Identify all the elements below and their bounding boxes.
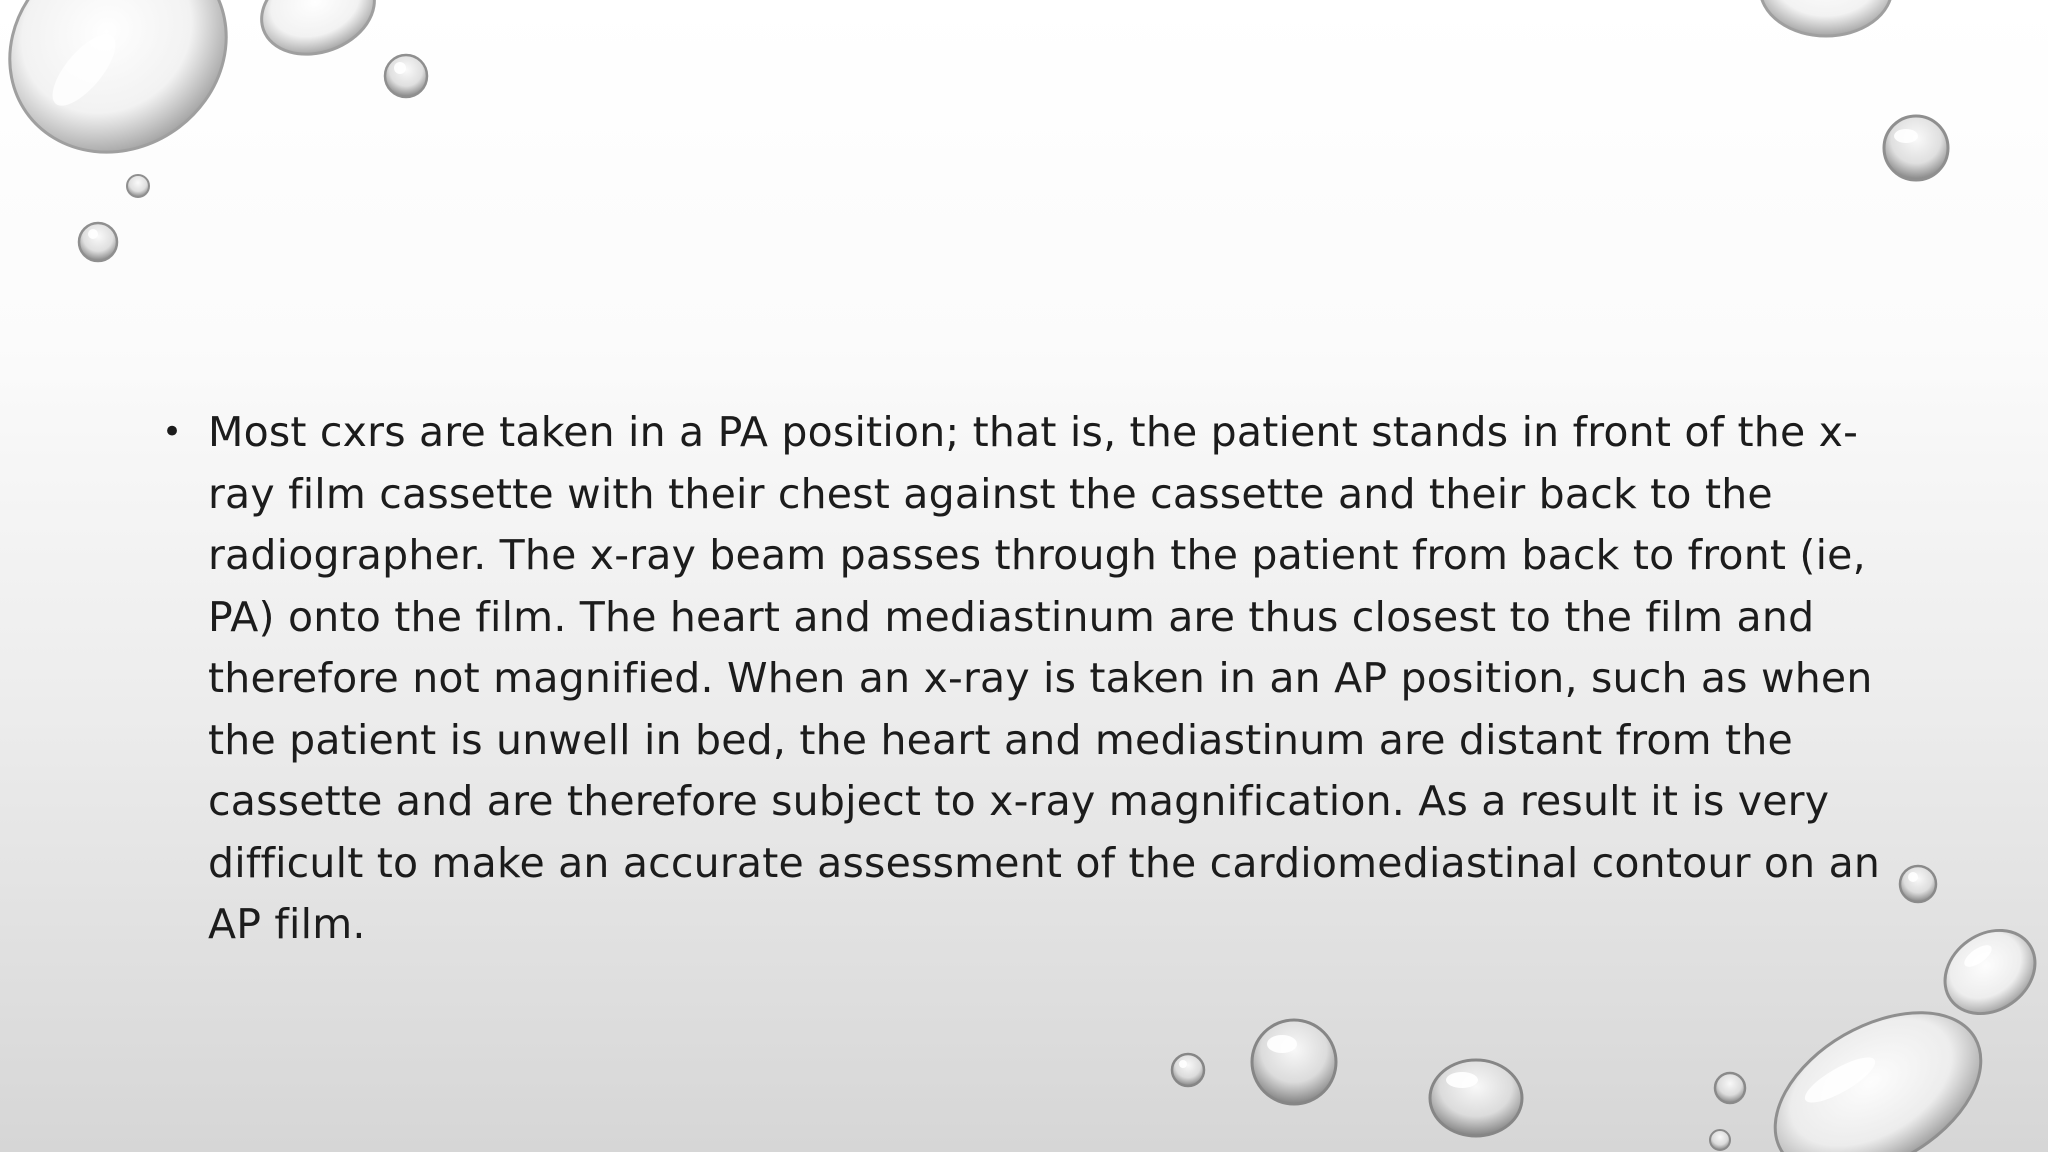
drop-bottom-right-small-1: [1715, 1073, 1745, 1103]
drop-bottom-center-2: [1430, 1060, 1522, 1136]
drop-top-left-small-2: [127, 175, 149, 197]
drop-top-left-large: [0, 0, 267, 194]
drop-top-left-medium: [249, 0, 387, 69]
drop-bottom-right-small-2: [1710, 1130, 1730, 1150]
bullet-marker: •: [162, 412, 183, 452]
drop-top-right-small: [1884, 116, 1948, 180]
drop-bottom-center-small: [1172, 1054, 1204, 1086]
drop-top-left-small-3: [79, 223, 117, 261]
drop-top-right-large: [1760, 0, 1892, 36]
slide-body: [160, 402, 1920, 956]
bullet-item: [160, 402, 1920, 956]
drop-top-left-small-1: [385, 55, 427, 97]
drop-bottom-center-1: [1252, 1020, 1336, 1104]
drop-bottom-right-medium: [1929, 913, 2048, 1030]
bullet-text: Most cxrs are taken in a PA position; that is, the patient stands in front of the x-ray film cassette with their chest against the cassette and their back to the radiographer. The x-ray beam passes through the patient from back to front (ie, PA) onto the film. The heart and mediastinum are thus closest to the film and therefore not magnified. When an x-ray is taken in an AP position, such as when the patient is unwell in bed, the heart and mediastinum are distant from the cassette and are therefore subject to x-ray magnification. As a result it is very difficult to make an accurate assessment of the cardiomediastinal contour on an AP film.: [208, 408, 1881, 948]
